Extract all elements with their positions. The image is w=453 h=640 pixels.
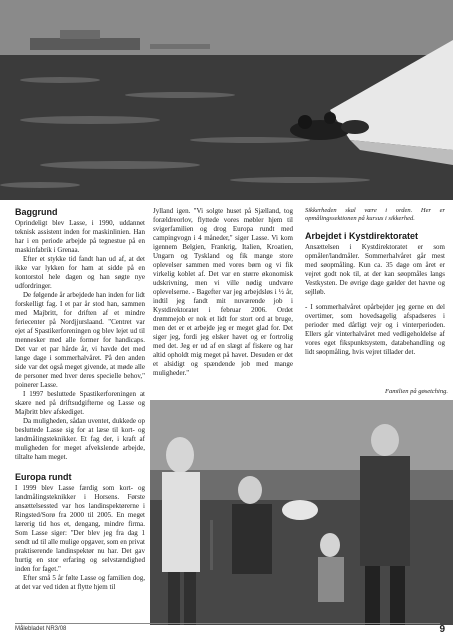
column-middle (153, 207, 293, 378)
caption-safety: Sikkerheden skal være i orden. Her er opmålingssektionen på kursus i sikkerhed. (305, 207, 445, 222)
page-number: 9 (439, 624, 445, 635)
footer-rule (15, 623, 440, 624)
paragraph: - I sommerhalvåret opårbejder jeg gerne en del overtimer, som hovedsagelig afspadseres i perioder med dårligt vejr og i vinterperioden. Ellers går vinterhalvåret med vedligeholdelse af vores eget fikspunktsystem, databehandling og lidt søopmåling, hvis vejret tillader det. (305, 303, 445, 356)
paragraph: Jylland igen. "Vi solgte huset på Sjælland, tog forældreorlov, flyttede vores møbler hjem til svigerfamilien og drog Europa rundt med campingvogn i 4 måneder," siger Lasse. Vi kom igennem Belgien, Frankrig, Italien, Kroatien, Ungarn og Tyskland og fik mange store oplevelser sammen med vores børn og vi fik virkelig koblet af. Det var en større økonomisk udskrivning, men vi ville nødig undvære oplevelserne. - Bagefter var jeg arbejdsløs i ½ år, indtil jeg fandt mit nuværende job i Kystdirektoratet i februar 2006. Ordet drømmejob er nok et lidt for stort ord at bruge, men det er et arbejde jeg er meget glad for. Det siger jeg, fordi jeg elsker havet og er fortrolig med det. Jeg er ud af en slægt af fiskere og har altid opholdt mig meget på havet. Desuden er det et alsidigt og spændende job med mange muligheder." (153, 207, 293, 377)
photo-family-graphic (150, 400, 453, 625)
paragraph: I 1997 besluttede Spastikerforeningen at skære ned på driftsudgifterne og Lasse og Majbritt blev afskediget. (15, 390, 145, 416)
paragraph: Oprindeligt blev Lasse, i 1990, uddannet teknisk assistent inden for maskinlinien. Han har i en periode arbejde på tegnestue på en maskinfabrik i Grenaa. (15, 219, 145, 254)
paragraph: Da muligheden, sådan uventet, dukkede op besluttede Lasse sig for at læse til kort- og landmålingsteknikker. Et fag der, i kraft af muligheden for meget afvekslende arbejde, tiltalte ham meget. (15, 417, 145, 461)
caption-family: Familien på gøsetching. (384, 388, 448, 395)
column-left (15, 207, 145, 592)
paragraph: I 1999 blev Lasse færdig som kort- og landmålingsteknikker i Horsens. Første ansættelsessted var hos landinspektørerne i Ringsted/Sorø fra 2000 til 2005. En meget lærerig tid hos et, dengang, mindre firma. Som Lasse siger: "Der blev jeg fra dag 1 sendt ud til alle mulige opgaver, som en privat praktiserende landinspektør nu har. Det gav hurtig en stor erfaring og selvstændighed inden for faget." (15, 484, 145, 573)
paragraph: Efter små 5 år følte Lasse og familien dog, at det var ved tiden at flytte hjem til (15, 574, 145, 591)
photo-family (150, 400, 453, 625)
heading-europa-rundt: Europa rundt (15, 472, 72, 482)
paragraph: De følgende år arbejdede han inden for lidt forskelligt fag. I et par år stod han, sammen med Majbritt, for driften af et mindre feriecenter på Nordjjurslaand. "Centret var ejet af Spastikerforeningen og blev lejet ud til mennesker med alle former for handicaps. Det var et par hårde år, vi havde det med lange dage i sommerhalvåret. På den anden side var det også meget givende, at møde alle de personer med hver deres specielle behov," poinerer Lasse. (15, 291, 145, 389)
column-right (305, 207, 445, 357)
paragraph: Efter et stykke tid fandt han ud af, at det ikke var lykken for ham at sidde på en kontorstol hele dagen og han søgte nye udfordringer. (15, 255, 145, 290)
photo-sea-boat (0, 0, 453, 200)
footer-publication: Målebladet NR3/08 (15, 626, 67, 632)
heading-arbejdet: Arbejdet i Kystdirektoratet (305, 231, 419, 241)
paragraph: Ansættelsen i Kystdirektoratet er som opmåler/landmåler. Sommerhalvåret går mest med søopmåling. Kun ca. 35 dage om året er vejret godt nok til, at der kan søopmåles langs Vestkysten. De øvrige dage gælder det havne og sejlløb. (305, 243, 445, 296)
photo-sea-boat-graphic (0, 0, 453, 200)
heading-baggrund: Baggrund (15, 207, 58, 217)
